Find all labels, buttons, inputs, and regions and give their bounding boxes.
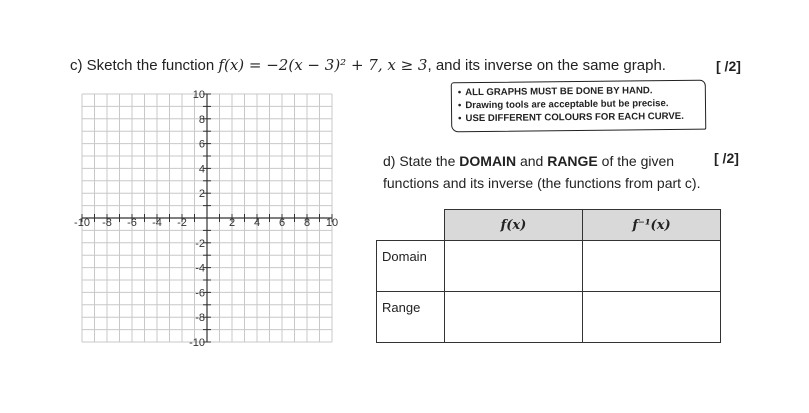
y-axis-label: -6: [195, 287, 205, 300]
domain-f-cell[interactable]: [445, 241, 583, 292]
y-axis-label: -2: [195, 237, 205, 250]
y-axis-label: 10: [192, 89, 205, 101]
domain-range-table: [376, 209, 721, 343]
part-d-marks: [ /2]: [714, 150, 739, 166]
x-axis-label: 2: [228, 217, 236, 229]
y-axis-label: 8: [198, 113, 205, 126]
instruction-item: • USE DIFFERENT COLOURS FOR EACH CURVE.: [458, 110, 705, 126]
y-axis-label: -8: [195, 312, 205, 325]
y-axis-label: 6: [198, 138, 205, 151]
x-axis-label: -6: [127, 217, 137, 229]
y-axis-label: 4: [198, 163, 205, 176]
x-axis-label: 4: [253, 217, 261, 229]
table-corner: [377, 210, 445, 241]
part-c-label: c) Sketch the function: [70, 57, 215, 74]
x-axis-label: 10: [325, 217, 339, 229]
part-d-and: and: [516, 153, 548, 169]
part-c-marks: [ /2]: [716, 58, 741, 74]
y-axis-labels: [189, 89, 205, 349]
header-f-inverse: f⁻¹(x): [583, 210, 721, 241]
header-f: f(x): [445, 210, 583, 241]
instruction-item: • Drawing tools are acceptable but be precise.: [458, 97, 705, 113]
range-f-cell[interactable]: [445, 292, 583, 343]
x-axis-label: -4: [152, 217, 162, 229]
x-axis-label: -10: [74, 217, 90, 229]
part-c-suffix: , and its inverse on the same graph.: [427, 57, 666, 74]
x-axis-label: 8: [303, 217, 311, 229]
range-f-inverse-cell[interactable]: [583, 292, 721, 343]
function-expression: f(x) = −2(x − 3)² + 7, x ≥ 3: [218, 56, 428, 74]
x-axis-label: -8: [102, 217, 112, 229]
y-axis-label: -10: [189, 337, 205, 349]
instruction-item: • ALL GRAPHS MUST BE DONE BY HAND.: [458, 84, 705, 100]
x-axis-label: 6: [278, 217, 286, 229]
x-axis-label: -2: [177, 217, 187, 229]
x-axis-labels: [74, 217, 338, 229]
part-d-line1-suffix: of the given: [597, 153, 675, 169]
domain-f-inverse-cell[interactable]: [583, 241, 721, 292]
part-d-line-2: functions and its inverse (the functions from part c).: [383, 175, 701, 191]
y-axis-label: -4: [195, 262, 205, 275]
range-keyword: RANGE: [547, 153, 598, 169]
row-label-range: Range: [377, 292, 445, 343]
part-d-prefix: d) State the: [383, 153, 460, 169]
y-axis-label: 2: [198, 188, 205, 201]
domain-keyword: DOMAIN: [459, 153, 517, 169]
row-label-domain: Domain: [377, 241, 445, 292]
